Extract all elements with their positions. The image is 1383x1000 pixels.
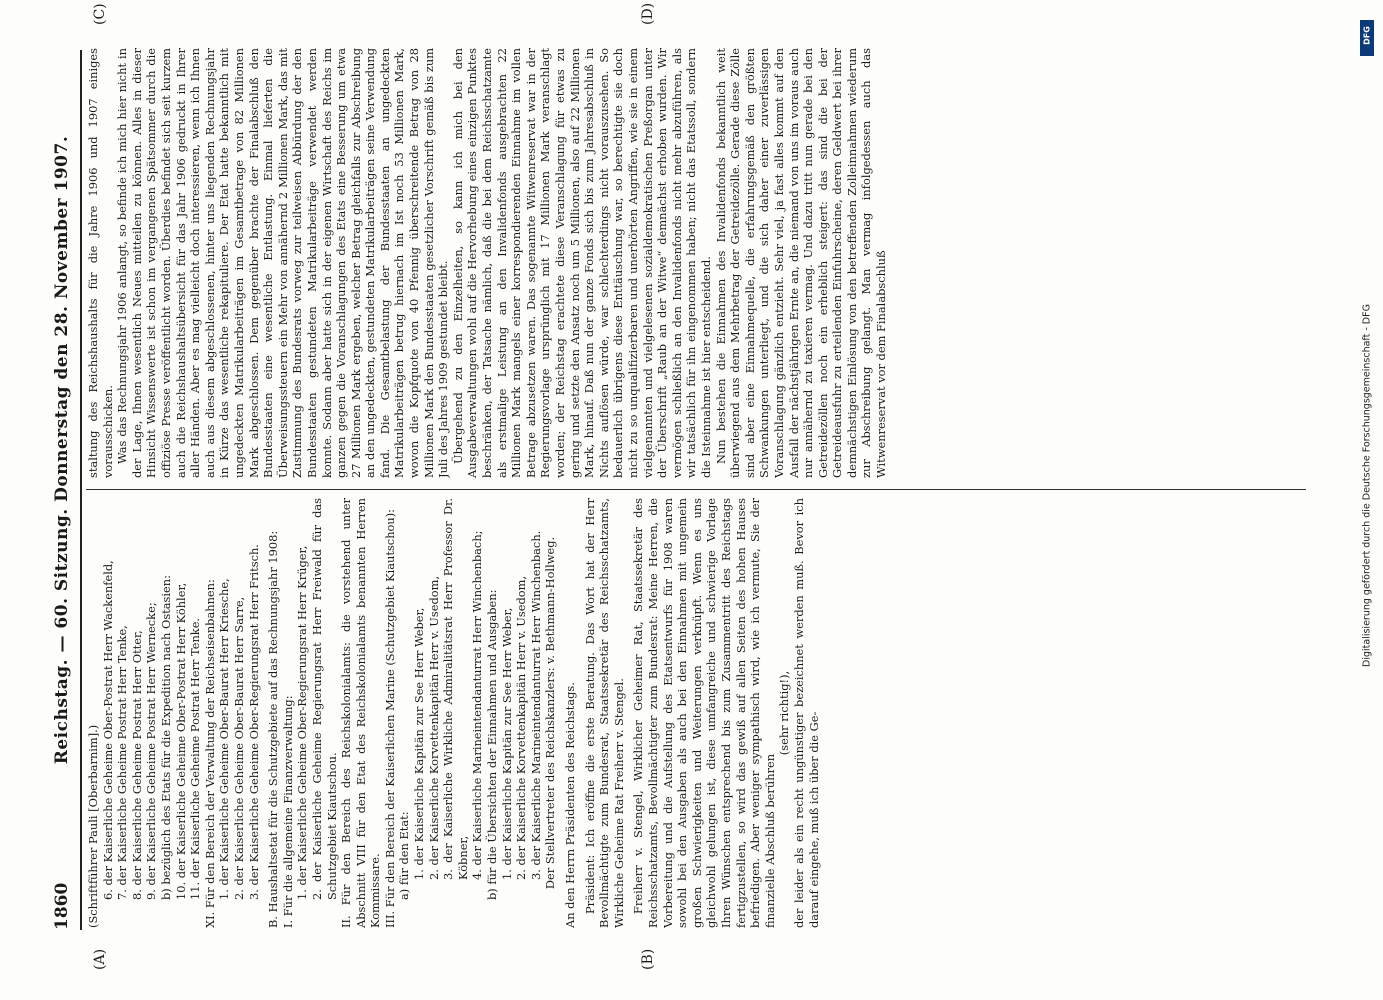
margin-mark-d: (D) — [640, 2, 656, 25]
list-item: 1. der Kaiserliche Geheime Ober-Regierungsrat Herr Krüger, — [295, 545, 310, 900]
interjection: (sehr richtig!), — [777, 670, 792, 756]
addressee: An den Herrn Präsidenten des Reichstags. — [563, 682, 577, 928]
running-head: Reichstag. — 60. Sitzung. Donnerstag den 28. November 1907. — [52, 135, 72, 765]
list-item: 1. der Kaiserliche Geheime Ober-Baurat Herr Kriesche, — [217, 578, 232, 900]
section-heading: XI. Für den Bereich der Verwaltung der Reichseisenbahnen: — [202, 579, 217, 928]
list-item: a) für den Etat: — [397, 811, 412, 900]
digitization-credit — [1360, 20, 1374, 980]
dfg-logo-text: DFG — [1362, 26, 1372, 45]
left-column — [86, 498, 1296, 928]
list-item: 4. der Kaiserliche Marineintendanturrat Herr Winchenbach; — [470, 530, 485, 880]
list-item: 6. der Kaiserliche Geheime Ober-Postrat Herr Wackenfeld, — [100, 560, 115, 900]
paragraph: staltung des Reichshaushalts für die Jahre 1906 und 1907 einiges vorausschicken. — [86, 48, 115, 478]
column-separator — [86, 489, 1306, 490]
section-heading: II. Für den Bereich des Reichskolonialamts: die vorstehend unter Abschnitt VIII für den Etat des Reichskolonialamts benannten Herren Kommissare. — [339, 498, 383, 928]
margin-mark-c: (C) — [92, 3, 108, 25]
list-item: 3. der Kaiserliche Marineintendanturrat Herr Winchenbach. — [528, 530, 543, 880]
list-item: 10. der Kaiserliche Geheime Ober-Postrat Herr Köhler, — [173, 582, 188, 900]
list-item: b) für die Übersichten der Einnahmen und Ausgaben: — [485, 589, 500, 900]
list-item: 1. der Kaiserliche Kapitän zur See Herr Weber, — [412, 607, 427, 880]
list-item: 3. der Kaiserliche Wirkliche Admiralitätsrat Herr Professor Dr. Köbner, — [441, 498, 470, 880]
page-number: 1860 — [52, 882, 72, 930]
section-heading: I. Für die allgemeine Finanzverwaltung: — [280, 695, 295, 928]
dfg-logo-icon — [1360, 20, 1374, 56]
paragraph: Präsident: Ich eröffne die erste Beratung. Das Wort hat der Herr Bevollmächtigte zum Bundesrat, Staatssekretär des Reichsschatzamts, Wirkliche Geheime Rat Freiherr v. Stengel. — [582, 498, 626, 928]
margin-mark-a: (A) — [92, 948, 108, 970]
margin-mark-b: (B) — [640, 948, 656, 970]
list-item: 11. der Kaiserliche Geheime Postrat Herr Tenke. — [188, 617, 203, 900]
paragraph: (Schriftführer Pauli [Oberbarnim].) — [86, 724, 100, 928]
list-item: 7. der Kaiserliche Geheime Postrat Herr Tenke, — [115, 625, 130, 900]
credit-text: Digitalisierung gefördert durch die Deutsche Forschungsgemeinschaft - DFG — [1361, 304, 1373, 667]
list-item: 2. der Kaiserliche Korvettenkapitän Herr v. Usedom, — [514, 575, 529, 880]
list-item: 1. der Kaiserliche Kapitän zur See Herr Weber, — [499, 607, 514, 880]
list-item: 9. der Kaiserliche Geheime Postrat Herr Wernecke; — [144, 602, 159, 900]
paragraph: Übergehend zu den Einzelheiten, so kann ich mich bei den Ausgabeverwaltungen wohl auf die Hervorhebung eines einzigen Punktes beschränken, der Tatsache nämlich, daß die bei dem Reichsschatzamte als erstmalige Leistung an den Invalidenfonds ausgebrachten 22 Millionen Mark mangels einer korrespondierenden Einnahme im vollen Betrage abzusetzen waren. Das sogenannte Witwenreservat war in der Regierungsvorlage ursprünglich mit 17 Millionen Mark veranschlagt worden; der Reichstag erachtete diese Veranschlagung für etwas zu gering und setzte den Ansatz noch um 5 Millionen, also auf 22 Millionen Mark, hinauf. Daß nun der ganze Fonds sich bis zum Jahresabschluß in Nichts auflösen würde, war schlechterdings nicht vorauszusehen. So bedauerlich übrigens diese Enttäuschung war, so berechtigte sie doch nicht zu so unqualifizierbaren und unerhörten Angriffen, wie sie in einem vielgenannten und vielgelesenen sozialdemokratischen Preßorgan unter der Überschrift „Raub an der Witwe“ demnächst erhoben wurden. Wir vermögen schließlich an den Invalidenfonds nicht mehr abzuführen, als wir tatsächlich für ihn eingenommen haben; nicht das Etatssoll, sondern die Isteinnahme ist hier entscheidend. — [450, 48, 713, 478]
paragraph: Freiherr v. Stengel, Wirklicher Geheimer Rat, Staatssekretär des Reichsschatzamts, Bevollmächtigter zum Bundesrat: Meine Herren, die Vorbereitung und die Aufstellung des Etatsentwurfs für 1908 waren sowohl bei den Ausgaben als auch bei den Einnahmen mit ungemein großen Schwierigkeiten und Weiterungen verknüpft. Wenn es uns gleichwohl gelungen ist, diese umfangreiche und schwierige Vorlage Ihren Wünschen entsprechend bis zum Zusammentritt des Reichstags fertigzustellen, so wird das gewiß auf allen Seiten des hohen Hauses befriedigen. Aber weniger sympathisch wird, wie ich vermute, Sie der finanzielle Abschluß berühren — [631, 498, 777, 928]
section-heading: III. Für den Bereich der Kaiserlichen Marine (Schutzgebiet Kiautschou): — [382, 508, 397, 928]
paragraph: Was das Rechnungsjahr 1906 anlangt, so befinde ich mich hier nicht in der Lage, Ihnen wesentlich Neues mitteilen zu können. Alles in dieser Hinsicht Wissenswerte ist schon im vergangenen Spätsommer durch die offiziöse Presse veröffentlicht worden. Überdies befindet sich seit kurzem auch die Reichshaushaltsübersicht für das Jahr 1906 gedruckt in Ihrer aller Händen. Aber es mag vielleicht doch interessieren, wenn ich Ihnen auch aus diesem abgeschlossenen, hinter uns liegenden Rechnungsjahr in Kürze das wesentliche rekapituliere. Der Etat hatte bekanntlich mit ungedeckten Matrikularbeiträgen im Gesamtbetrage von 82 Millionen Mark abgeschlossen. Dem gegenüber brachte der Finalabschluß den Bundesstaaten eine wesentliche Entlastung. Einmal lieferten die Überweisungssteuern ein Mehr von annähernd 2 Millionen Mark, das mit Zustimmung des Bundesrats vorweg zur teilweisen Abbürdung der den Bundesstaaten gestundeten Matrikularbeiträge verwendet werden konnte. Sodann aber hatte sich in der eigenen Wirtschaft des Reichs im ganzen gegen die Voranschlagungen des Etats eine Besserung um etwa 27 Millionen Mark ergeben, welcher Betrag gleichfalls zur Abschreibung an den ungedeckten, gestundeten Matrikularbeiträgen seine Verwendung fand. Die Gesamtbelastung der Bundesstaaten an ungedeckten Matrikularbeiträgen betrug hiernach im Ist noch 53 Millionen Mark, wovon die Kopfquote von 40 Pfennig überschreitende Betrag von 28 Millionen Mark den Bundesstaaten gesetzlicher Vorschrift gemäß bis zum Juli des Jahres 1909 gestundet bleibt. — [115, 48, 451, 478]
list-item: 2. der Kaiserliche Korvettenkapitän Herr v. Usedom, — [426, 575, 441, 880]
list-item: 2. der Kaiserliche Geheime Ober-Baurat Herr Sarre, — [231, 596, 246, 900]
section-heading: B. Haushaltsetat für die Schutzgebiete auf das Rechnungsjahr 1908: — [266, 530, 281, 928]
paragraph: Nun bestehen die Einnahmen des Invalidenfonds bekanntlich weit überwiegend aus dem Mehrbetrag der Getreidezölle. Gerade diese Zölle sind aber eine Einnahmequelle, die erfahrungsgemäß den größten Schwankungen unterliegt, und die sich daher einer zuverlässigen Voranschlagung gänzlich entzieht. Sehr viel, ja fast alles kommt auf den Ausfall der nächstjährigen Ernte an, die niemand von uns im voraus auch nur annähernd zu taxieren vermag. Und dazu tritt nun gerade bei den Getreidezöllen noch ein erheblich steigert: das sind die bei der Getreideausfuhr zu erteilenden Einfuhrscheine, deren Geldwert bei ihrer demnächstigen Einlösung von den betreffenden Zolleinnahmen wiederum zur Abschreibung gelangt. Man vermag infolgedessen auch das Witwenreservat vor dem Finalabschluß — [713, 48, 889, 478]
list-item: 3. der Kaiserliche Geheime Ober-Regierungsrat Herr Fritsch. — [246, 544, 261, 900]
header-rule — [80, 50, 82, 930]
list-item: b) bezüglich des Etats für die Expedition nach Ostasien: — [158, 575, 173, 900]
list-item: 2. der Kaiserliche Geheime Regierungsrat Herr Freiwald für das Schutzgebiet Kiautschou. — [309, 498, 339, 900]
paragraph: der leider als ein recht ungünstiger bezeichnet werden muß. Bevor ich darauf eingehe, muß ich über die Ge- — [791, 498, 821, 928]
right-column — [86, 48, 1296, 478]
signature: Der Stellvertreter des Reichskanzlers: v. Bethmann-Hollweg. — [543, 536, 558, 890]
list-item: 8. der Kaiserliche Geheime Postrat Herr Otter, — [129, 630, 144, 900]
page-header — [52, 50, 78, 930]
